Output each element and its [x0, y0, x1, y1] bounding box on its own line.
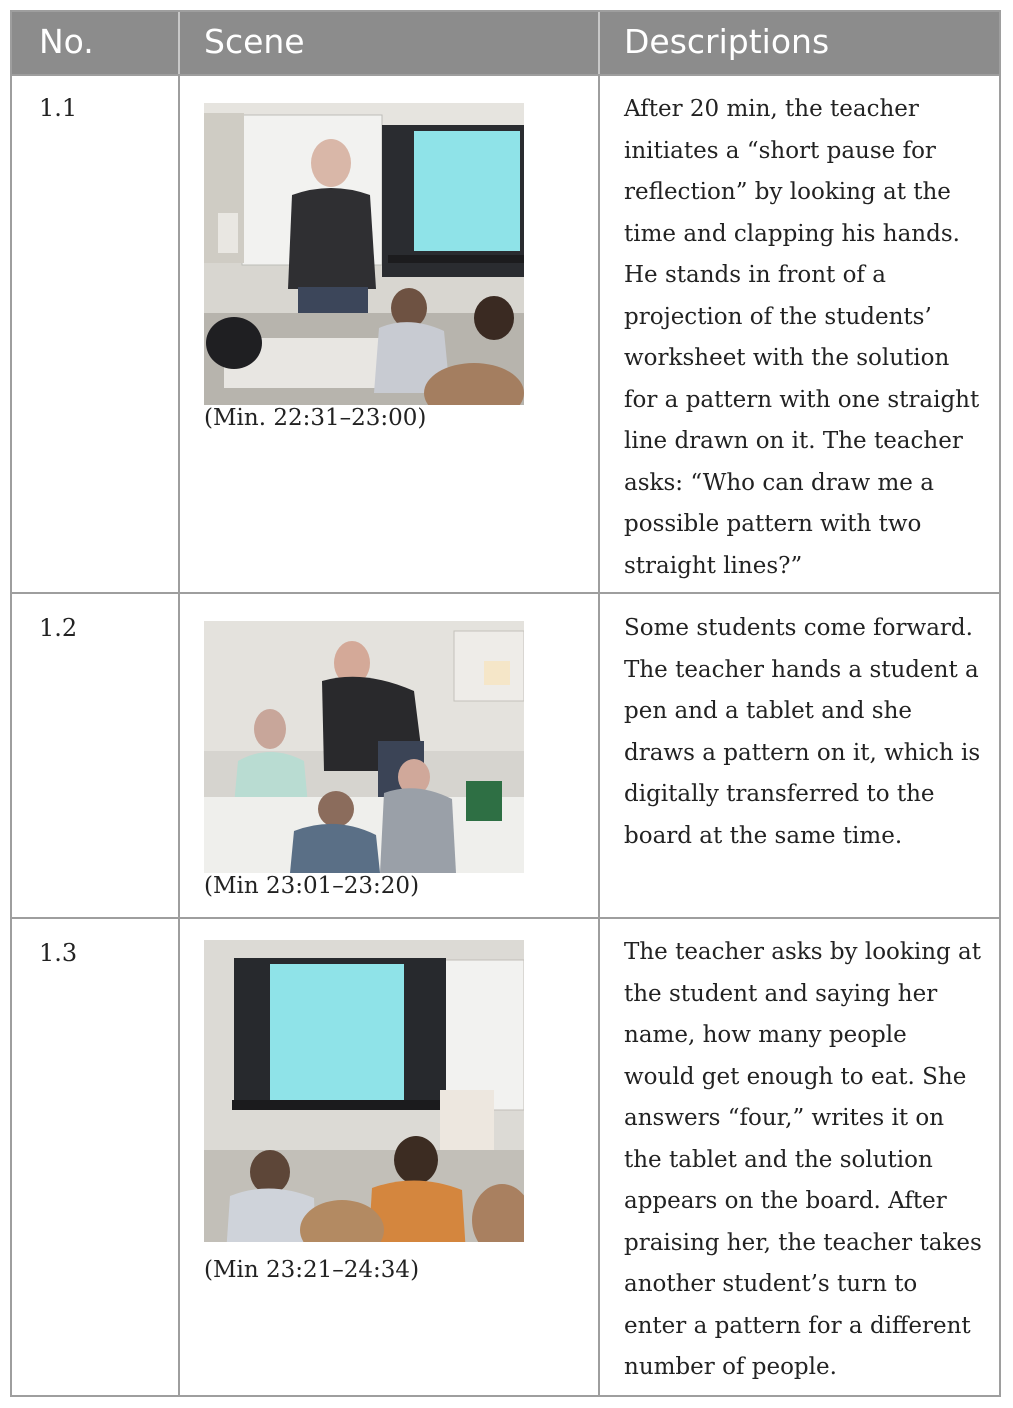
row-number: 1.1 [39, 94, 78, 122]
header-descriptions: Descriptions [624, 22, 830, 61]
scene-photo-board-solution [204, 940, 524, 1242]
header-no: No. [39, 22, 94, 61]
row-number: 1.2 [39, 614, 78, 642]
column-divider [598, 74, 600, 1395]
scene-description: After 20 min, the teacher initiates a “short pause for reflection” by looking at the time and clapping his hands. He stands in front of a projection of the students’ worksheet with the solution for a pattern with one straight line drawn on it. The teacher asks: “Who can draw me a possible pattern with two straight lines?” [624, 96, 980, 579]
scene-caption: (Min 23:21–24:34) [204, 1257, 420, 1283]
scene-caption: (Min 23:01–23:20) [204, 873, 420, 899]
column-divider [178, 74, 180, 1395]
header-divider [598, 12, 600, 74]
scene-table [10, 10, 1001, 1397]
scene-caption: (Min. 22:31–23:00) [204, 405, 427, 431]
scene-photo-teacher-board [204, 103, 524, 405]
header-divider [178, 12, 180, 74]
row-divider [12, 592, 999, 594]
row-number: 1.3 [39, 939, 78, 967]
header-scene: Scene [204, 22, 305, 61]
scene-description: Some students come forward. The teacher hands a student a pen and a tablet and she draws a pattern on it, which is digitally transferred to the board at the same time. [624, 615, 981, 849]
scene-description: The teacher asks by looking at the student and saying her name, how many people would get enough to eat. She answers “four,” writes it on the tablet and the solution appears on the board. After praising her, the teacher takes another student’s turn to enter a pattern for a different number of people. [624, 939, 982, 1380]
table-header [12, 12, 999, 76]
